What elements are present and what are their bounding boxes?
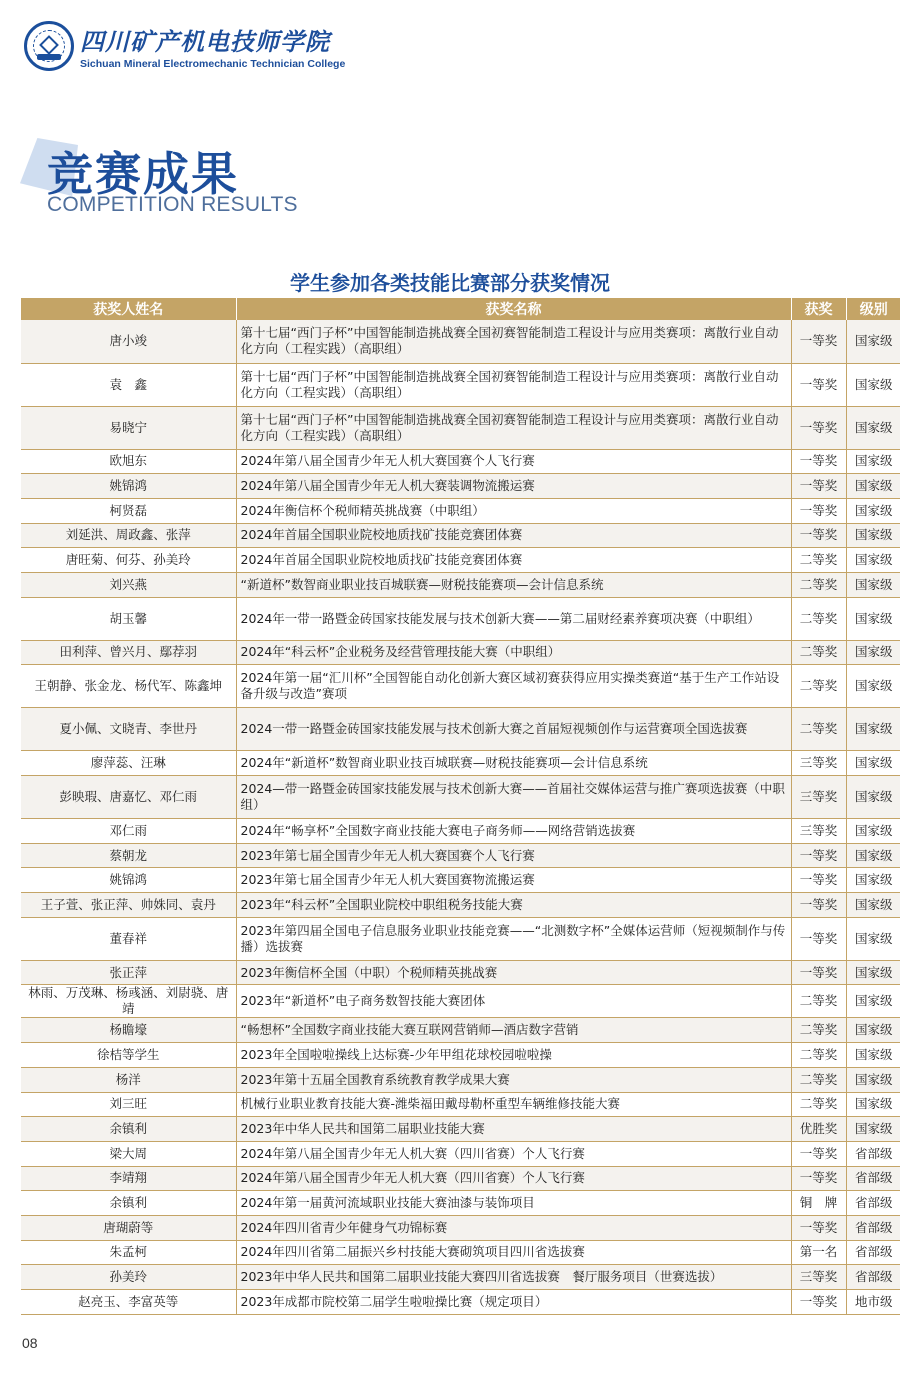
section-title-cn: 竞赛成果 [47,147,239,201]
cell-level: 国家级 [846,868,900,893]
table-row [21,1141,900,1166]
cell-award: 2024年第八届全国青少年无人机大赛装调物流搬运赛 [236,474,791,499]
cell-award: 2024年第八届全国青少年无人机大赛（四川省赛）个人飞行赛 [236,1141,791,1166]
cell-award: 2024年第一届黄河流域职业技能大赛油漆与装饰项目 [236,1191,791,1216]
cell-award: 2023年中华人民共和国第二届职业技能大赛 [236,1117,791,1142]
cell-name: 梁大周 [21,1141,236,1166]
cell-prize: 三等奖 [791,819,846,844]
cell-name: 夏小佩、文晓青、李世丹 [21,708,236,751]
table-row [21,893,900,918]
table-row [21,868,900,893]
cell-name: 孙美玲 [21,1265,236,1290]
school-header [24,18,345,74]
table-row [21,548,900,573]
table-row [21,1265,900,1290]
cell-award: 2024年第一届“汇川杯”全国智能自动化创新大赛区域初赛获得应用实操类赛道“基于生产工作站设备升级与改造”赛项 [236,665,791,708]
cell-level: 国家级 [846,640,900,665]
cell-award: 2024年四川省第二届振兴乡村技能大赛砌筑项目四川省选拔赛 [236,1240,791,1265]
cell-prize: 二等奖 [791,1018,846,1043]
table-row [21,819,900,844]
cell-prize: 一等奖 [791,474,846,499]
cell-prize: 二等奖 [791,640,846,665]
cell-award: 2023年第七届全国青少年无人机大赛国赛个人飞行赛 [236,843,791,868]
table-row [21,708,900,751]
section-title-en: COMPETITION RESULTS [47,193,298,216]
cell-award: 第十七届“西门子杯”中国智能制造挑战赛全国初赛智能制造工程设计与应用类赛项：离散行业自动化方向（工程实践）（高职组） [236,406,791,449]
cell-name: 欧旭东 [21,449,236,474]
cell-name: 邓仁雨 [21,819,236,844]
table-row [21,960,900,985]
cell-level: 国家级 [846,1117,900,1142]
cell-level: 国家级 [846,843,900,868]
cell-level: 国家级 [846,597,900,640]
cell-award: 2024年一带一路暨金砖国家技能发展与技术创新大赛——第二届财经素养赛项决赛（中职组） [236,597,791,640]
cell-prize: 二等奖 [791,597,846,640]
cell-award: 2023年第四届全国电子信息服务业职业技能竞赛——“北测数字杯”全媒体运营师（短视频制作与传播）选拔赛 [236,917,791,960]
table-row [21,1191,900,1216]
school-name-en: Sichuan Mineral Electromechanic Technician College [80,58,346,70]
cell-level: 国家级 [846,548,900,573]
cell-level: 国家级 [846,1018,900,1043]
cell-name: 徐桔等学生 [21,1043,236,1068]
cell-name: 刘三旺 [21,1092,236,1117]
table-row [21,320,900,363]
cell-prize: 一等奖 [791,843,846,868]
cell-prize: 一等奖 [791,1215,846,1240]
cell-prize: 一等奖 [791,406,846,449]
cell-award: 2023年衡信杯全国（中职）个税师精英挑战赛 [236,960,791,985]
table-row [21,1043,900,1068]
cell-prize: 一等奖 [791,1141,846,1166]
table-row [21,498,900,523]
table-row [21,776,900,819]
school-logo-icon [24,21,74,71]
column-header-level: 级别 [846,298,900,320]
cell-award: 第十七届“西门子杯”中国智能制造挑战赛全国初赛智能制造工程设计与应用类赛项：离散行业自动化方向（工程实践）（高职组） [236,363,791,406]
cell-level: 国家级 [846,1043,900,1068]
cell-award: 2024年“科云杯”企业税务及经营管理技能大赛（中职组） [236,640,791,665]
awards-table [21,298,900,1315]
cell-name: 袁 鑫 [21,363,236,406]
cell-level: 国家级 [846,498,900,523]
table-row [21,1018,900,1043]
cell-name: 唐小竣 [21,320,236,363]
cell-award: 2023年“科云杯”全国职业院校中职组税务技能大赛 [236,893,791,918]
cell-prize: 二等奖 [791,665,846,708]
cell-prize: 一等奖 [791,320,846,363]
cell-award: 2023年第七届全国青少年无人机大赛国赛物流搬运赛 [236,868,791,893]
cell-level: 国家级 [846,320,900,363]
cell-prize: 一等奖 [791,449,846,474]
cell-name: 赵亮玉、李富英等 [21,1290,236,1315]
table-body [21,320,900,1314]
cell-prize: 二等奖 [791,1092,846,1117]
cell-prize: 一等奖 [791,893,846,918]
cell-level: 省部级 [846,1265,900,1290]
cell-name: 林雨、万茂琳、杨彧涵、刘尉骁、唐靖 [21,985,236,1018]
table-row [21,1092,900,1117]
cell-award: 2024一带一路暨金砖国家技能发展与技术创新大赛之首届短视频创作与运营赛项全国选拔赛 [236,708,791,751]
cell-prize: 三等奖 [791,776,846,819]
cell-prize: 一等奖 [791,868,846,893]
cell-award: 2023年第十五届全国教育系统教育教学成果大赛 [236,1067,791,1092]
cell-name: 彭映瑕、唐嘉忆、邓仁雨 [21,776,236,819]
table-row [21,665,900,708]
cell-level: 国家级 [846,449,900,474]
table-row [21,449,900,474]
cell-level: 国家级 [846,893,900,918]
cell-level: 国家级 [846,474,900,499]
cell-award: 2024年第八届全国青少年无人机大赛国赛个人飞行赛 [236,449,791,474]
cell-prize: 一等奖 [791,960,846,985]
column-header-award: 获奖名称 [236,298,791,320]
table-row [21,640,900,665]
table-row [21,985,900,1018]
cell-name: 张正萍 [21,960,236,985]
cell-prize: 二等奖 [791,1043,846,1068]
cell-level: 国家级 [846,960,900,985]
cell-name: 董春祥 [21,917,236,960]
cell-award: “畅想杯”全国数字商业技能大赛互联网营销师—酒店数字营销 [236,1018,791,1043]
cell-prize: 一等奖 [791,1166,846,1191]
table-row [21,406,900,449]
table-row [21,572,900,597]
cell-name: 姚锦鸿 [21,868,236,893]
cell-name: 杨洋 [21,1067,236,1092]
cell-award: 2024年首届全国职业院校地质找矿技能竞赛团体赛 [236,548,791,573]
cell-level: 国家级 [846,985,900,1018]
cell-prize: 优胜奖 [791,1117,846,1142]
cell-prize: 三等奖 [791,751,846,776]
cell-level: 省部级 [846,1240,900,1265]
cell-name: 余镇利 [21,1117,236,1142]
cell-prize: 二等奖 [791,1067,846,1092]
cell-prize: 一等奖 [791,917,846,960]
cell-name: 杨瞻壕 [21,1018,236,1043]
table-row [21,597,900,640]
column-header-prize: 获奖 [791,298,846,320]
table-row [21,1166,900,1191]
cell-prize: 一等奖 [791,363,846,406]
cell-level: 国家级 [846,665,900,708]
cell-name: 刘兴燕 [21,572,236,597]
cell-level: 国家级 [846,523,900,548]
cell-name: 朱孟柯 [21,1240,236,1265]
table-header-row [21,298,900,320]
cell-prize: 一等奖 [791,498,846,523]
cell-prize: 第一名 [791,1240,846,1265]
table-row [21,523,900,548]
cell-award: 2024年“畅享杯”全国数字商业技能大赛电子商务师——网络营销选拔赛 [236,819,791,844]
cell-level: 国家级 [846,1092,900,1117]
section-heading [20,130,320,225]
cell-award: “新道杯”数智商业职业技百城联赛—财税技能赛项—会计信息系统 [236,572,791,597]
cell-level: 省部级 [846,1191,900,1216]
cell-prize: 一等奖 [791,1290,846,1315]
cell-level: 国家级 [846,363,900,406]
cell-level: 国家级 [846,751,900,776]
cell-award: 2024年四川省青少年健身气功锦标赛 [236,1215,791,1240]
table-row [21,751,900,776]
cell-level: 国家级 [846,406,900,449]
cell-level: 国家级 [846,708,900,751]
cell-name: 王朝静、张金龙、杨代军、陈鑫坤 [21,665,236,708]
cell-prize: 二等奖 [791,572,846,597]
cell-award: 2023年全国啦啦操线上达标赛-少年甲组花球校园啦啦操 [236,1043,791,1068]
cell-level: 国家级 [846,1067,900,1092]
cell-level: 地市级 [846,1290,900,1315]
cell-award: 2023年“新道杯”电子商务数智技能大赛团体 [236,985,791,1018]
table-row [21,843,900,868]
cell-level: 国家级 [846,819,900,844]
cell-name: 唐旺菊、何芬、孙美玲 [21,548,236,573]
cell-award: 2024年第八届全国青少年无人机大赛（四川省赛）个人飞行赛 [236,1166,791,1191]
cell-name: 柯贤磊 [21,498,236,523]
cell-prize: 三等奖 [791,1265,846,1290]
cell-name: 廖萍蕊、汪琳 [21,751,236,776]
cell-prize: 二等奖 [791,708,846,751]
cell-name: 易晓宁 [21,406,236,449]
cell-level: 国家级 [846,776,900,819]
cell-prize: 二等奖 [791,548,846,573]
cell-name: 余镇利 [21,1191,236,1216]
cell-award: 2024年首届全国职业院校地质找矿技能竞赛团体赛 [236,523,791,548]
cell-name: 胡玉馨 [21,597,236,640]
table-row [21,1240,900,1265]
table-row [21,1290,900,1315]
page-number: 08 [22,1335,38,1351]
cell-award: 2023年中华人民共和国第二届职业技能大赛四川省选拔赛 餐厅服务项目（世赛选拔） [236,1265,791,1290]
cell-award: 2023年成都市院校第二届学生啦啦操比赛（规定项目） [236,1290,791,1315]
cell-name: 姚锦鸿 [21,474,236,499]
table-row [21,363,900,406]
cell-prize: 铜 牌 [791,1191,846,1216]
cell-name: 王子萱、张正萍、帅姝同、袁丹 [21,893,236,918]
table-row [21,1117,900,1142]
cell-award: 2024年衡信杯个税师精英挑战赛（中职组） [236,498,791,523]
school-name-cn: 四川矿产机电技师学院 [80,27,330,56]
cell-award: 第十七届“西门子杯”中国智能制造挑战赛全国初赛智能制造工程设计与应用类赛项：离散行业自动化方向（工程实践）（高职组） [236,320,791,363]
cell-name: 唐瑚蔚等 [21,1215,236,1240]
cell-prize: 二等奖 [791,985,846,1018]
column-header-name: 获奖人姓名 [21,298,236,320]
cell-name: 蔡朝龙 [21,843,236,868]
cell-level: 国家级 [846,917,900,960]
cell-level: 省部级 [846,1141,900,1166]
table-title: 学生参加各类技能比赛部分获奖情况 [290,271,610,295]
cell-level: 省部级 [846,1215,900,1240]
table-row [21,1067,900,1092]
cell-name: 李靖翔 [21,1166,236,1191]
cell-prize: 一等奖 [791,523,846,548]
cell-award: 2024—带一路暨金砖国家技能发展与技术创新大赛——首届社交媒体运营与推广赛项选拔赛（中职组） [236,776,791,819]
table-row [21,1215,900,1240]
cell-name: 田利萍、曾兴月、鄢荐羽 [21,640,236,665]
cell-award: 机械行业职业教育技能大赛-潍柴福田戴母勒杯重型车辆维修技能大赛 [236,1092,791,1117]
cell-level: 国家级 [846,572,900,597]
table-row [21,474,900,499]
cell-name: 刘延洪、周政鑫、张萍 [21,523,236,548]
cell-level: 省部级 [846,1166,900,1191]
cell-award: 2024年“新道杯”数智商业职业技百城联赛—财税技能赛项—会计信息系统 [236,751,791,776]
table-row [21,917,900,960]
